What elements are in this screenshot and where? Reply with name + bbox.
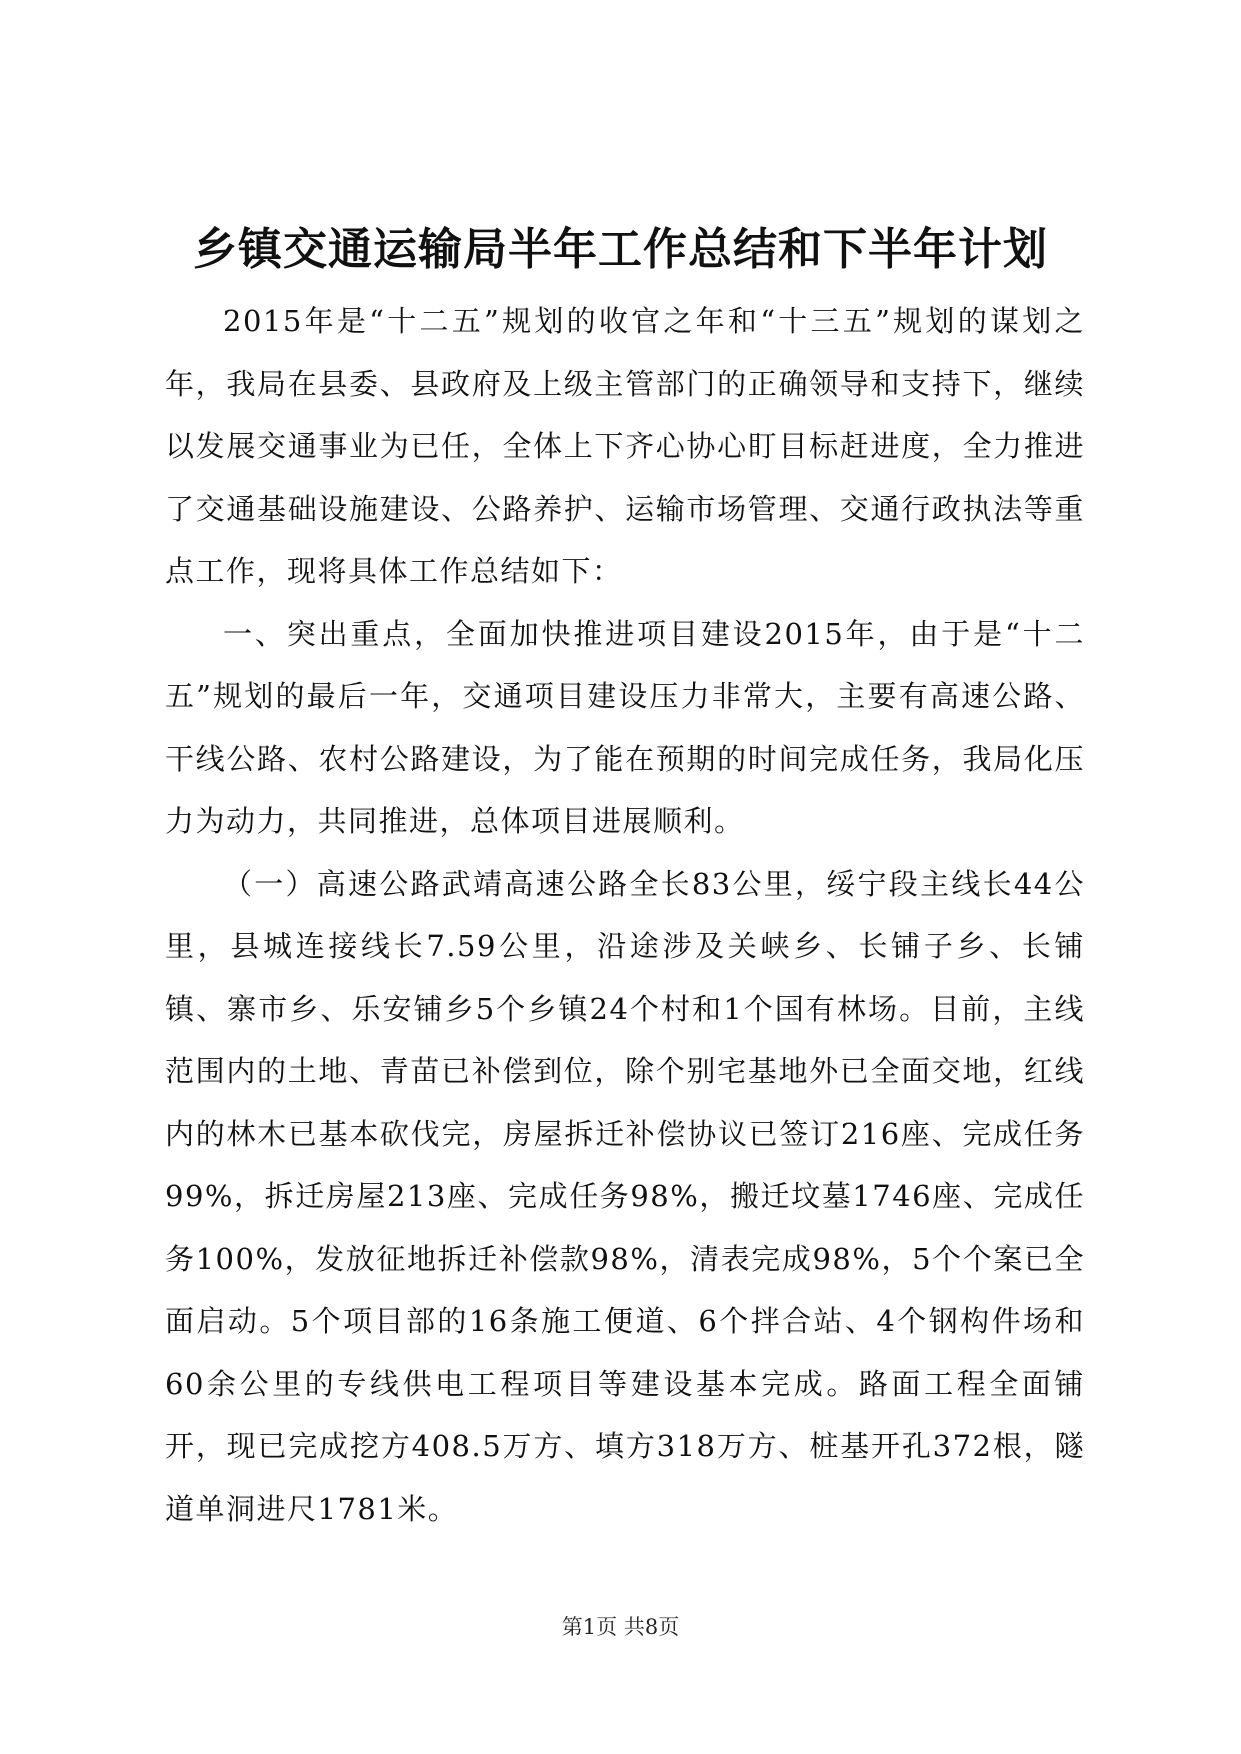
paragraph-intro: 2015年是“十二五”规划的收官之年和“十三五”规划的谋划之年，我局在县委、县政府及上级主管部门的正确领导和支持下，继续以发展交通事业为已任，全体上下齐心协心盯目标赶进度，全力推进了交通基础设施建设、公路养护、运输市场管理、交通行政执法等重点工作，现将具体工作总结如下： — [165, 304, 1085, 588]
page-footer: 第1页 共8页 — [561, 1615, 680, 1639]
paragraph-section-one: 一、突出重点，全面加快推进项目建设2015年，由于是“十二五”规划的最后一年，交通项目建设压力非常大，主要有高速公路、干线公路、农村公路建设，为了能在预期的时间完成任务，我局化压力为动力，共同推进，总体项目进展顺利。 — [165, 616, 1085, 838]
document-body — [165, 290, 1085, 1540]
paragraph-highway: （一）高速公路武靖高速公路全长83公里，绥宁段主线长44公里，县城连接线长7.59公里，沿途涉及关峡乡、长铺子乡、长铺镇、寨市乡、乐安铺乡5个乡镇24个村和1个国有林场。目前，主线范围内的土地、青苗已补偿到位，除个别宅基地外已全面交地，红线内的林木已基本砍伐完，房屋拆迁补偿协议已签订216座、完成任务99%，拆迁房屋213座、完成任务98%，搬迁坟墓1746座、完成任务100%，发放征地拆迁补偿款98%，清表完成98%，5个个案已全面启动。5个项目部的16条施工便道、6个拌合站、4个钢构件场和60余公里的专线供电工程项目等建设基本完成。路面工程全面铺开，现已完成挖方408.5万方、填方318万方、桩基开孔372根，隧道单洞进尺1781米。 — [165, 866, 1085, 1526]
document-title: 乡镇交通运输局半年工作总结和下半年计划 — [193, 224, 1048, 275]
